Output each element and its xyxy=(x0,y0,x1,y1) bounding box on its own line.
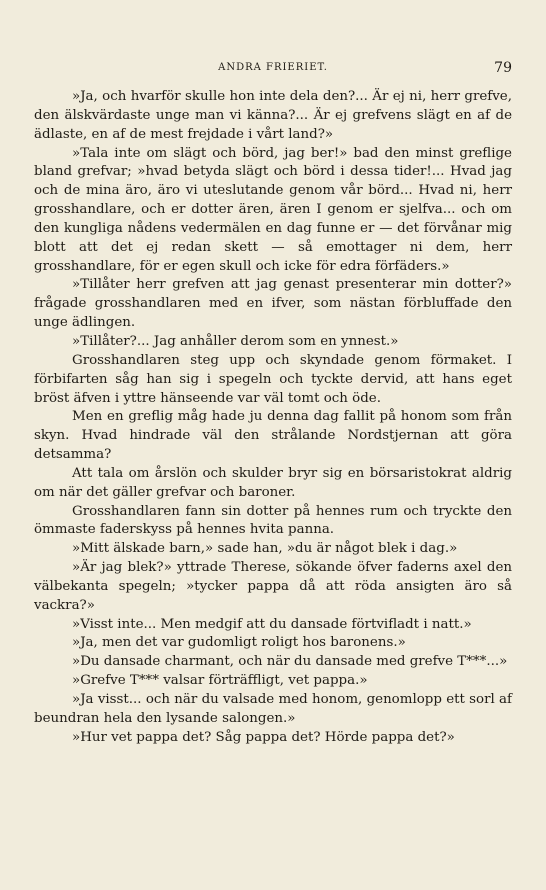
paragraph: »Ja, men det var gudomligt roligt hos baronens.» xyxy=(72,635,406,651)
paragraph: »Tillåter?... Jag anhåller derom som en ynnest.» xyxy=(72,333,399,349)
paragraph: »Ja, och hvarför skulle hon inte dela den?... Är ej ni, herr grefve, den älskvärdaste unge man vi känna?... Är ej grefvens slägt en af de ädlaste, en af de mest frejdade i vårt land?» xyxy=(34,89,512,142)
paragraph: »Tillåter herr grefven att jag genast presenterar min dotter?» frågade grosshandlaren med en ifver, som nästan förbluffade den unge ädlingen. xyxy=(34,277,512,331)
paragraph: Men en greflig måg hade ju denna dag fallit på honom som från skyn. Hvad hindrade väl den strålande Nordstjernan att göra detsamma? xyxy=(34,409,512,463)
paragraph: »Tala inte om slägt och börd, jag ber!» bad den minst greflige bland grefvar; »hvad betyda slägt och börd i dessa tider!... Hvad jag och de mina äro, äro vi uteslutande genom vår börd... Hvad ni, herr grosshandlare, och er dotter ären, ären I genom er sjelfva... och om den kungliga nådens vedermälen en dag funne er — det förvånar mig blott att det ej redan skett — så emottager ni dem, herr grosshandlare, för er egen skull och icke för edra förfäders.» xyxy=(34,145,512,274)
paragraph: »Mitt älskade barn,» sade han, »du är något blek i dag.» xyxy=(72,541,458,557)
page-header xyxy=(34,60,512,82)
paragraph: Grosshandlaren steg upp och skyndade genom förmaket. I förbifarten såg han sig i spegeln och tyckte dervid, att hans eget bröst äfven i yttre hänseende var väl tomt och öde. xyxy=(34,352,512,406)
running-title: ANDRA FRIERIET. xyxy=(218,62,328,73)
paragraph: »Visst inte... Men medgif att du dansade förtvifladt i natt.» xyxy=(72,616,472,632)
paragraph: »Hur vet pappa det? Såg pappa det? Hörde pappa det?» xyxy=(72,729,455,745)
paragraph: Grosshandlaren fann sin dotter på hennes rum och tryckte den ömmaste faderskyss på hennes hvita panna. xyxy=(34,503,512,538)
page-number: 79 xyxy=(494,60,512,76)
paragraph: »Ja visst... och när du valsade med honom, genomlopp ett sorl af beundran hela den lysande salongen.» xyxy=(34,692,512,726)
paragraph: »Grefve T*** valsar förträffligt, vet pappa.» xyxy=(72,673,368,689)
paragraph: »Är jag blek?» yttrade Therese, sökande öfver faderns axel den välbekanta spegeln; »tycker pappa då att röda ansigten äro så vackra?» xyxy=(34,560,512,613)
body-text xyxy=(34,88,512,748)
paragraph: Att tala om årslön och skulder bryr sig en börsaristokrat aldrig om när det gäller grefvar och baroner. xyxy=(34,465,512,500)
paragraph: »Du dansade charmant, och när du dansade med grefve T***...» xyxy=(72,654,508,670)
